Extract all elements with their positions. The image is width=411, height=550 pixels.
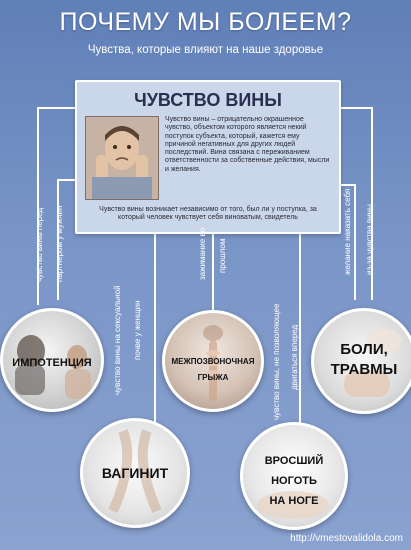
page-title: ПОЧЕМУ МЫ БОЛЕЕМ? [59, 8, 352, 36]
label-left-inner-b: почве у женщин [133, 300, 142, 360]
label-right-outer-a: желание наказать себя [343, 188, 352, 275]
label-left-outer-b: партнером у мужчин [55, 205, 64, 282]
label-mid-a: зажимание во [198, 227, 207, 280]
source-url: http://vmestovalidola.com [290, 533, 403, 544]
circle-impotence [0, 308, 104, 412]
guilt-note: Чувство вины возникает независимо от того, был ли у поступка, за который человек чувствует себя виноватым, свидетель [99, 206, 317, 222]
circle-vaginitis [80, 418, 190, 528]
label-left-inner-a: чувство вины на сексуальной [113, 285, 122, 395]
circle-nail-label-b: НОГОТЬ [271, 475, 317, 487]
circle-impotence-label: ИМПОТЕНЦИЯ [12, 357, 92, 369]
guilt-box [75, 80, 341, 234]
guilt-definition: Чувство вины – отрицательно окрашенное чувство, объектом которого является некий поступок субъекта, который, кажется ему причиной негативных для других людей последствий. Вина связана с переживанием ответственности за собственные действия, мысли и желания. [165, 116, 330, 173]
circle-pain-label-b: ТРАВМЫ [330, 361, 398, 378]
label-right-inner-a: чувство вины, не позволяющее [272, 303, 281, 420]
circle-vaginitis-label: ВАГИНИТ [101, 465, 169, 481]
label-left-outer-a: чувство вины перед [35, 207, 44, 282]
worried-man-image [85, 116, 159, 200]
circle-nail-label-a: ВРОСШИЙ [264, 455, 324, 467]
circle-nail [240, 422, 348, 530]
circle-hernia-label-a: МЕЖПОЗВОНОЧНАЯ [171, 357, 255, 366]
page-subtitle: Чувства, которые влияют на наше здоровье [87, 44, 324, 56]
label-right-outer-b: из-за чувства вины [365, 204, 374, 275]
label-mid-b: прошлом [218, 238, 227, 273]
circle-hernia-label-b: ГРЫЖА [197, 373, 229, 382]
circle-hernia [162, 310, 264, 412]
label-right-inner-b: двигаться вперед [290, 324, 299, 390]
circle-nail-label-c: НА НОГЕ [269, 495, 319, 507]
circle-pain-label-a: БОЛИ, [340, 341, 388, 358]
circle-pain [311, 308, 411, 414]
guilt-title: ЧУВСТВО ВИНЫ [134, 90, 282, 110]
